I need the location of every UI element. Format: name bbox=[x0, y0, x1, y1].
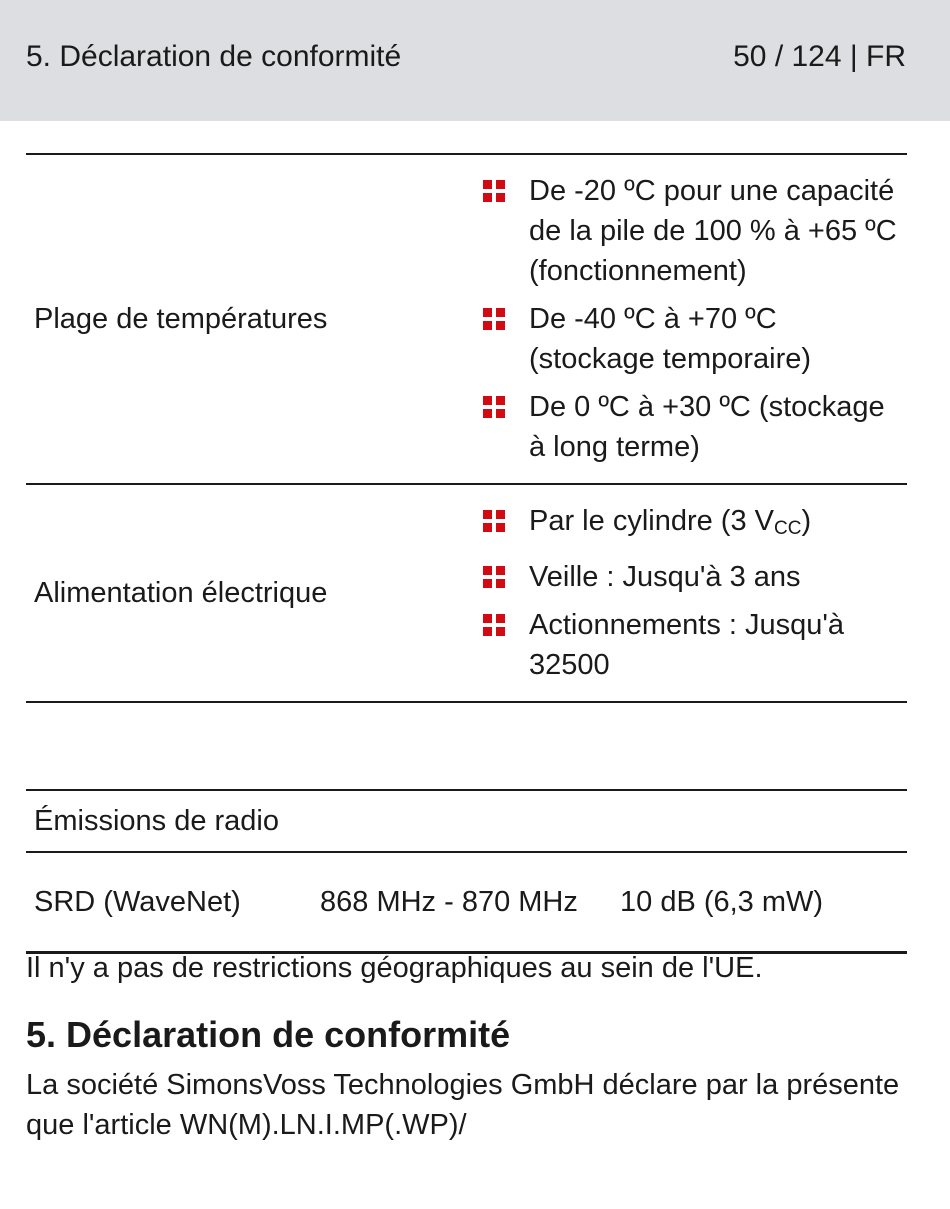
header-title: 5. Déclaration de conformité bbox=[26, 40, 402, 73]
spec-value-list bbox=[481, 155, 907, 483]
red-bullet-icon bbox=[483, 510, 505, 532]
spec-table bbox=[26, 153, 907, 703]
spec-row-temperature bbox=[26, 155, 907, 483]
section-heading: 5. Déclaration de conformité bbox=[26, 1014, 511, 1055]
list-item bbox=[481, 557, 907, 597]
list-item-text: Par le cylindre (3 $V_{CC}$) bbox=[529, 505, 812, 539]
red-bullet-icon bbox=[483, 396, 505, 418]
page-number: 50 / 124 | FR bbox=[733, 40, 906, 73]
spec-label: Alimentation électrique bbox=[34, 576, 328, 609]
list-item-text: De -40 ºC à +70 ºC (stockage temporaire) bbox=[529, 303, 812, 375]
list-item-text: Actionnements : Jusqu'à 32500 bbox=[529, 609, 845, 681]
red-bullet-icon bbox=[483, 308, 505, 330]
radio-type-cell: SRD (WaveNet) bbox=[34, 885, 241, 918]
list-item-text: De -20 ºC pour une capacité de la pile de 100 % à +65 ºC (fonctionnement) bbox=[529, 175, 897, 287]
list-item bbox=[481, 501, 907, 549]
list-item-text: Veille : Jusqu'à 3 ans bbox=[529, 561, 801, 593]
section-paragraph: La société SimonsVoss Technologies GmbH déclare par la présente que l'article WN(M).LN.I.MP(.WP)/ bbox=[26, 1069, 900, 1141]
spec-row-power bbox=[26, 485, 907, 701]
list-item bbox=[481, 171, 907, 291]
table-divider bbox=[26, 701, 907, 703]
page-header bbox=[0, 0, 950, 121]
geo-note: Il n'y a pas de restrictions géographiques au sein de l'UE. bbox=[26, 952, 763, 984]
spec-label: Plage de températures bbox=[34, 302, 328, 335]
red-bullet-icon bbox=[483, 180, 505, 202]
radio-table-title: Émissions de radio bbox=[34, 804, 279, 837]
list-item bbox=[481, 387, 907, 467]
list-item-text: De 0 ºC à +30 ºC (stockage à long terme) bbox=[529, 391, 885, 463]
red-bullet-icon bbox=[483, 566, 505, 588]
radio-frequency-cell: 868 MHz - 870 MHz bbox=[320, 886, 578, 918]
table-row bbox=[26, 853, 907, 951]
spec-value-list bbox=[481, 485, 907, 701]
list-item bbox=[481, 299, 907, 379]
radio-table bbox=[26, 789, 907, 954]
radio-power-cell: 10 dB (6,3 mW) bbox=[620, 885, 824, 918]
red-bullet-icon bbox=[483, 614, 505, 636]
list-item bbox=[481, 605, 907, 685]
